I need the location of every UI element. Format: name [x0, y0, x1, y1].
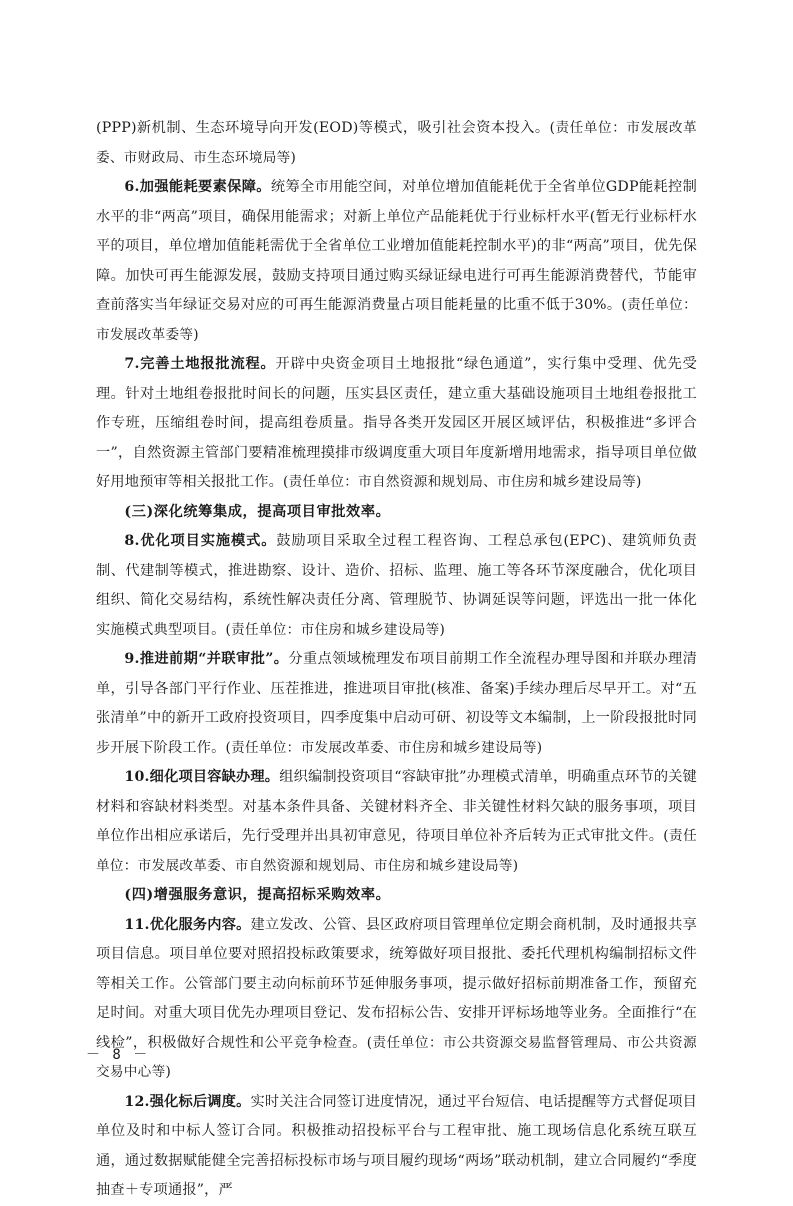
- item-title: 9.推进前期“并联审批”。: [124, 651, 289, 667]
- item-title: 10.细化项目容缺办理。: [124, 769, 280, 785]
- paragraph-text: 开辟中央资金项目土地报批“绿色通道”，实行集中受理、优先受理。针对土地组卷报批时间长的问题，压实县区责任，建立重大基础设施项目土地组卷报批工作专班，压缩组卷时间，提高组卷质量。指导各类开发园区开展区域评估，积极推进“多评合一”，自然资源主管部门要精准梳理摸排市级调度重大项目年度新增用地需求，指导项目单位做好用地预审等相关报批工作。: [96, 356, 697, 490]
- item-9: [96, 645, 697, 763]
- page-number: － 8 －: [86, 1047, 150, 1063]
- item-title: 8.优化项目实施模式。: [124, 533, 277, 549]
- paragraph-text: 组织编制投资项目“容缺审批”办理模式清单，明确重点环节的关键材料和容缺材料类型。对基本条件具备、关键材料齐全、非关键性材料欠缺的服务事项，项目单位作出相应承诺后，先行受理并出具初审意见，待项目单位补齐后转为正式审批文件。: [96, 769, 697, 844]
- section-heading-4: (四)增强服务意识，提高招标采购效率。: [124, 887, 391, 903]
- section-heading-3: (三)深化统筹集成，提高项目审批效率。: [124, 503, 391, 520]
- item-title: 12.强化标后调度。: [124, 1093, 251, 1110]
- paragraph-text: 分重点领域梳理发布项目前期工作全流程办理导图和并联办理清单，引导各部门平行作业、压茬推进，推进项目审批(核准、备案)手续办理后尽早开工。对“五张清单”中的新开工政府投资项目，四季度集中启动可研、初设等文本编制，上一阶段报批时同步开展下阶段工作。: [96, 651, 697, 756]
- paragraph-text: 统筹全市用能空间，对单位增加值能耗优于全省单位GDP能耗控制水平的非“两高”项目，确保用能需求；对新上单位产品能耗优于行业标杆水平(暂无行业标杆水平的项目，单位增加值能耗需优于全省单位工业增加值能耗控制水平)的非“两高”项目，优先保障。加快可再生能源发展，鼓励支持项目通过购买绿证绿电进行可再生能源消费替代，节能审查前落实当年绿证交易对应的可再生能源消费量占项目能耗量的比重不低于30%。: [96, 179, 697, 313]
- responsible-units: (责任单位：市发展改革委等): [96, 297, 698, 343]
- item-11: [96, 911, 697, 1088]
- responsible-units: (责任单位：市发展改革委、市自然资源和规划局、市住房和城乡建设局等): [96, 828, 697, 874]
- item-title: 6.加强能耗要素保障。: [124, 179, 271, 195]
- paragraph-continued: [96, 114, 697, 173]
- item-title: 11.优化服务内容。: [124, 916, 251, 933]
- paragraph-text: (PPP)新机制、生态环境导向开发(EOD)等模式，吸引社会资本投入。: [96, 120, 550, 136]
- responsible-units: (责任单位：市住房和城乡建设局等): [225, 621, 446, 638]
- item-8: [96, 527, 697, 645]
- item-10: [96, 763, 697, 881]
- responsible-units: (责任单位：市发展改革委、市财政局、市生态环境局等): [96, 120, 697, 166]
- paragraph-text: 建立发改、公管、县区政府项目管理单位定期会商机制，及时通报共享项目信息。项目单位要对照招投标政策要求，统筹做好项目报批、委托代理机构编制招标文件等相关工作。公管部门要主动向标前环节延伸服务事项，提示做好招标前期准备工作，预留充足时间。对重大项目优先办理项目登记、发布招标公告、安排开评标场地等业务。全面推行“在线检”，积极做好合规性和公平竞争检查。: [96, 916, 697, 1051]
- paragraph-text: 实时关注合同签订进度情况，通过平台短信、电话提醒等方式督促项目单位及时和中标人签订合同。积极推动招投标平台与工程审批、施工现场信息化系统互联互通，通过数据赋能健全完善招标投标市场与项目履约现场“两场”联动机制，建立合同履约“季度抽查＋专项通报”，严: [96, 1093, 697, 1198]
- item-6: [96, 173, 697, 350]
- item-title: 7.完善土地报批流程。: [124, 356, 276, 372]
- paragraph-text: 鼓励项目采取全过程工程咨询、工程总承包(EPC)、建筑师负责制、代建制等模式，推进勘察、设计、造价、招标、监理、施工等各环节深度融合，优化项目组织、简化交易结构，系统性解决责任分离、管理脱节、协调延误等问题，评选出一批一体化实施模式典型项目。: [96, 533, 697, 638]
- item-7: [96, 350, 697, 498]
- document-body: [96, 114, 697, 1206]
- responsible-units: (责任单位：市发展改革委、市住房和城乡建设局等): [225, 739, 543, 756]
- responsible-units: (责任单位：市自然资源和规划局、市住房和城乡建设局等): [283, 474, 642, 490]
- item-12: [96, 1088, 697, 1206]
- responsible-units: (责任单位：市公共资源交易监督管理局、市公共资源交易中心等): [96, 1034, 697, 1080]
